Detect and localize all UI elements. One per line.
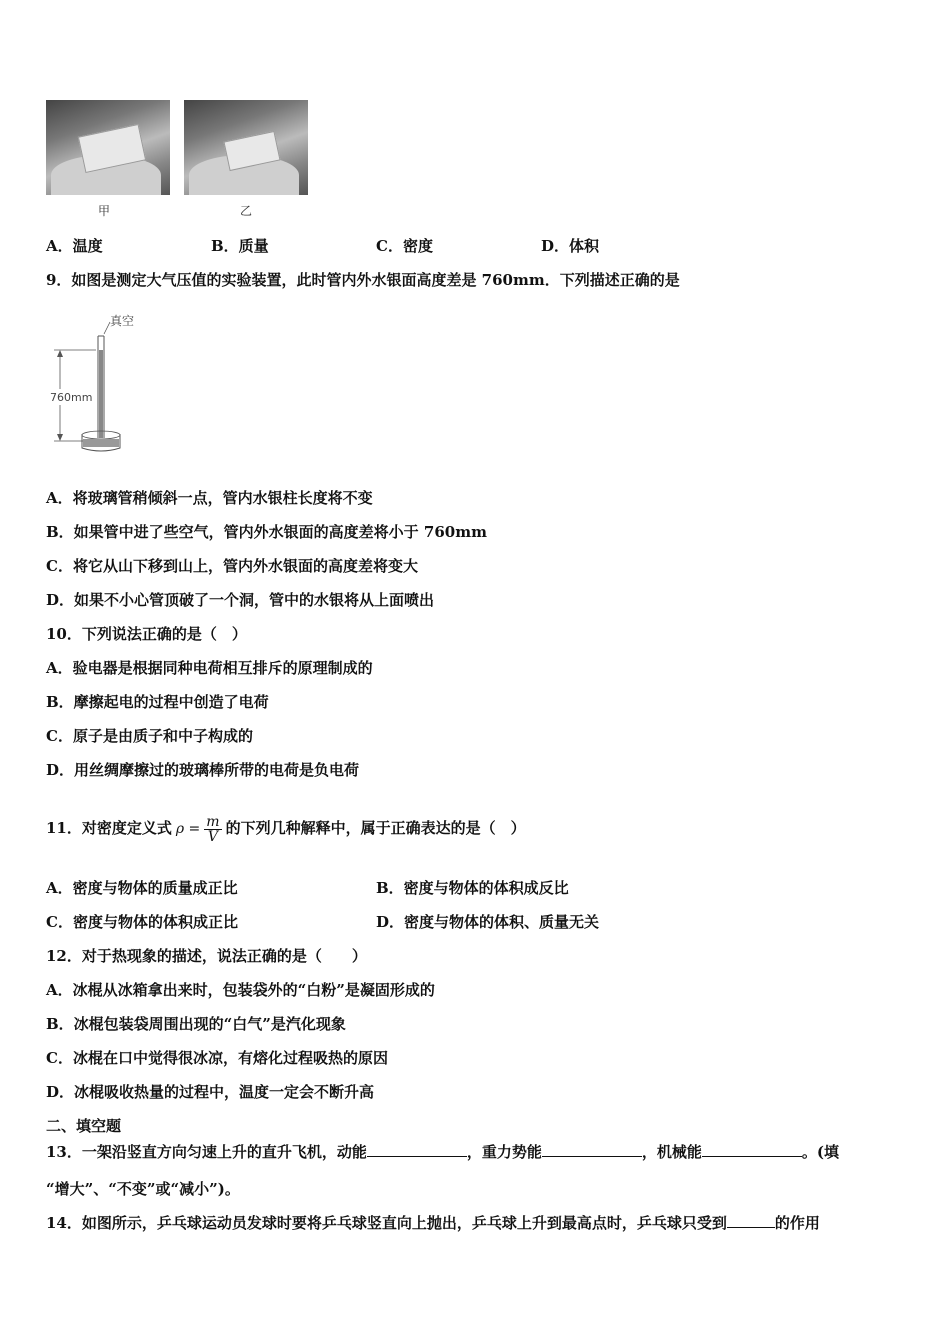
q11-option-c: C．密度与物体的体积成正比: [46, 913, 238, 931]
q11-option-a: A．密度与物体的质量成正比: [46, 879, 238, 897]
mercury-column: [99, 350, 103, 438]
q14-part2: 的作用: [774, 1214, 820, 1232]
q11-options-row2: [46, 912, 599, 932]
q13-line1: [46, 1142, 839, 1162]
q14-part1: 14．如图所示，乒乓球运动员发球时要将乒乓球竖直向上抛出，乒乓球上升到最高点时，乒乓球只受到: [46, 1214, 727, 1232]
q10-stem: 10．下列说法正确的是（ ）: [46, 625, 247, 643]
q9-option-c: C．将它从山下移到山上，管内外水银面的高度差将变大: [46, 557, 418, 575]
q8-option-d: D．体积: [541, 237, 600, 255]
q10-option-a: A．验电器是根据同种电荷相互排斥的原理制成的: [46, 659, 373, 677]
vacuum-label: 真空: [110, 314, 135, 328]
formula-numerator: m: [206, 813, 220, 830]
arrow-head-down: [57, 434, 63, 441]
q12-option-c: C．冰棍在口中觉得很冰凉，有熔化过程吸热的原因: [46, 1049, 388, 1067]
q13-blank-mechanical[interactable]: [702, 1142, 802, 1157]
q11-stem-before: 11．对密度定义式: [46, 819, 172, 837]
q11-stem-after: 的下列几种解释中，属于正确表达的是（ ）: [225, 819, 526, 837]
formula-lhs: ρ =: [175, 821, 201, 837]
barometer-figure: [46, 308, 166, 458]
dish-mercury: [83, 439, 119, 447]
q14-stem: [46, 1213, 820, 1233]
q8-options: [46, 236, 599, 256]
q11-option-b: B．密度与物体的体积成反比: [376, 879, 569, 897]
q13-blank-kinetic[interactable]: [367, 1142, 467, 1157]
q13-part3: ，机械能: [641, 1143, 702, 1161]
q9-option-b: B．如果管中进了些空气，管内外水银面的高度差将小于 760mm: [46, 523, 487, 541]
q11-options-row1: [46, 878, 569, 898]
q13-part4: 。(填: [801, 1143, 840, 1161]
q12-option-a: A．冰棍从冰箱拿出来时，包装袋外的“白粉”是凝固形成的: [46, 981, 435, 999]
q12-option-b: B．冰棍包装袋周围出现的“白气”是汽化现象: [46, 1015, 346, 1033]
photo-yi: [184, 100, 308, 195]
height-label: 760mm: [50, 391, 93, 404]
density-formula: [204, 815, 221, 844]
q8-option-b: B．质量: [211, 237, 269, 255]
q10-option-b: B．摩擦起电的过程中创造了电荷: [46, 693, 269, 711]
formula-denominator: V: [207, 828, 218, 845]
section-title: 二、填空题: [46, 1117, 122, 1135]
q13-line2: “增大”、“不变”或“减小”)。: [46, 1180, 240, 1198]
q10-option-c: C．原子是由质子和中子构成的: [46, 727, 253, 745]
q13-part1: 13．一架沿竖直方向匀速上升的直升飞机，动能: [46, 1143, 367, 1161]
q11-stem: [46, 810, 526, 847]
photo-jia: [46, 100, 170, 195]
caption-yi: 乙: [240, 204, 253, 218]
q8-option-c: C．密度: [376, 237, 433, 255]
q8-option-a: A．温度: [46, 237, 103, 255]
q14-blank[interactable]: [727, 1213, 775, 1228]
q10-option-d: D．用丝绸摩擦过的玻璃棒所带的电荷是负电荷: [46, 761, 360, 779]
q9-option-a: A．将玻璃管稍倾斜一点，管内水银柱长度将不变: [46, 489, 373, 507]
q12-stem: 12．对于热现象的描述，说法正确的是（ ）: [46, 947, 367, 965]
q13-blank-potential[interactable]: [542, 1142, 642, 1157]
q12-option-d: D．冰棍吸收热量的过程中，温度一定会不断升高: [46, 1083, 375, 1101]
arrow-head-up: [57, 350, 63, 357]
q9-stem: 9．如图是测定大气压值的实验装置，此时管内外水银面高度差是 760mm．下列描述正确的是: [46, 271, 680, 289]
q11-option-d: D．密度与物体的体积、质量无关: [376, 913, 600, 931]
q9-option-d: D．如果不小心管顶破了一个洞，管中的水银将从上面喷出: [46, 591, 435, 609]
caption-jia: 甲: [98, 204, 111, 218]
q13-part2: ，重力势能: [466, 1143, 542, 1161]
